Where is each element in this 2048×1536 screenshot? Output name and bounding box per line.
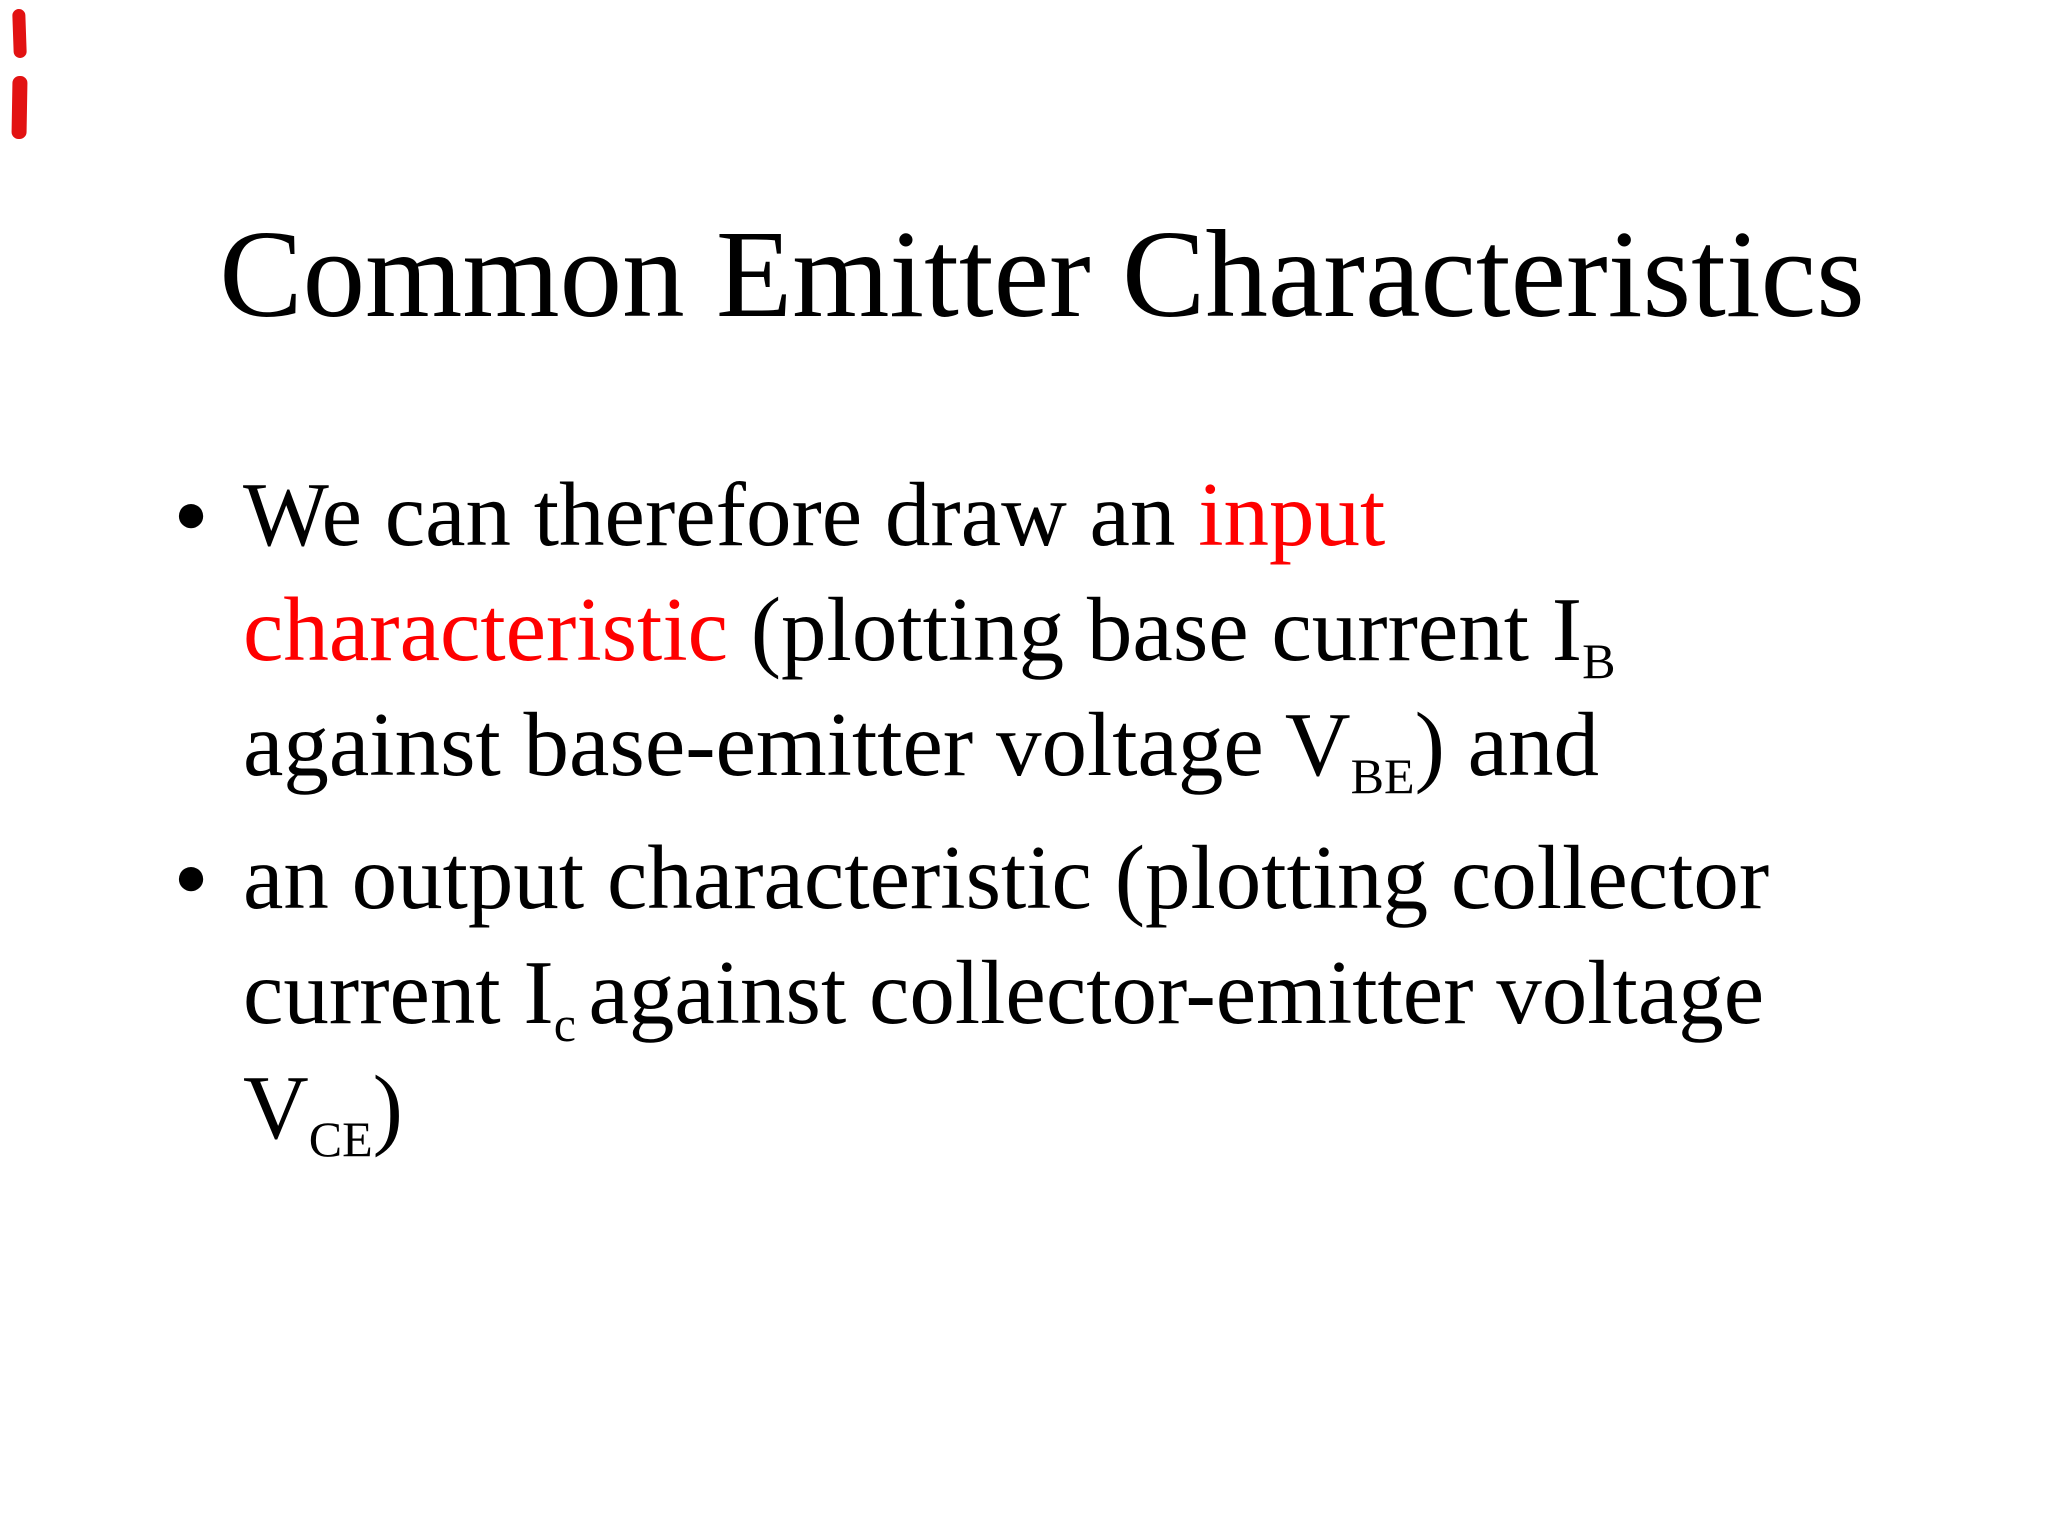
bullet-list — [162, 457, 1770, 1168]
highlighted-text: input — [1198, 464, 1386, 565]
bullet-item — [162, 820, 1770, 1168]
slide-title: Common Emitter Characteristics — [219, 206, 1865, 344]
subscript-text: c — [553, 996, 589, 1053]
subscript-text: CE — [308, 1111, 373, 1168]
red-pen-mark-icon — [11, 76, 27, 139]
text-segment: We can therefore draw an — [243, 464, 1199, 565]
text-segment: ) and — [1414, 694, 1600, 795]
text-segment: ) — [372, 1057, 403, 1158]
subscript-text: BE — [1350, 748, 1415, 805]
pen-marks — [0, 0, 120, 220]
bullet-line — [243, 820, 1769, 935]
bullet-line — [243, 457, 1616, 572]
bullet-text — [243, 820, 1770, 1168]
bullet-item — [162, 457, 1769, 805]
bullet-line — [243, 572, 1616, 690]
bullet-line — [243, 935, 1769, 1053]
bullet-dot-icon: ● — [174, 483, 209, 545]
red-pen-mark-icon — [12, 9, 27, 58]
bullet-text — [243, 457, 1616, 805]
subscript-text: B — [1582, 633, 1616, 690]
text-segment: an output characteristic (plotting collector — [243, 827, 1770, 928]
text-segment: against base-emitter voltage V — [243, 694, 1351, 795]
text-segment: V — [243, 1057, 309, 1158]
highlighted-text: characteristic — [243, 579, 728, 680]
bullet-line — [243, 1050, 1769, 1168]
bullet-line — [243, 687, 1616, 805]
text-segment: against collector-emitter voltage — [588, 942, 1765, 1043]
text-segment: (plotting base current I — [728, 579, 1583, 680]
bullet-dot-icon: ● — [174, 846, 209, 908]
text-segment: current I — [243, 942, 554, 1043]
